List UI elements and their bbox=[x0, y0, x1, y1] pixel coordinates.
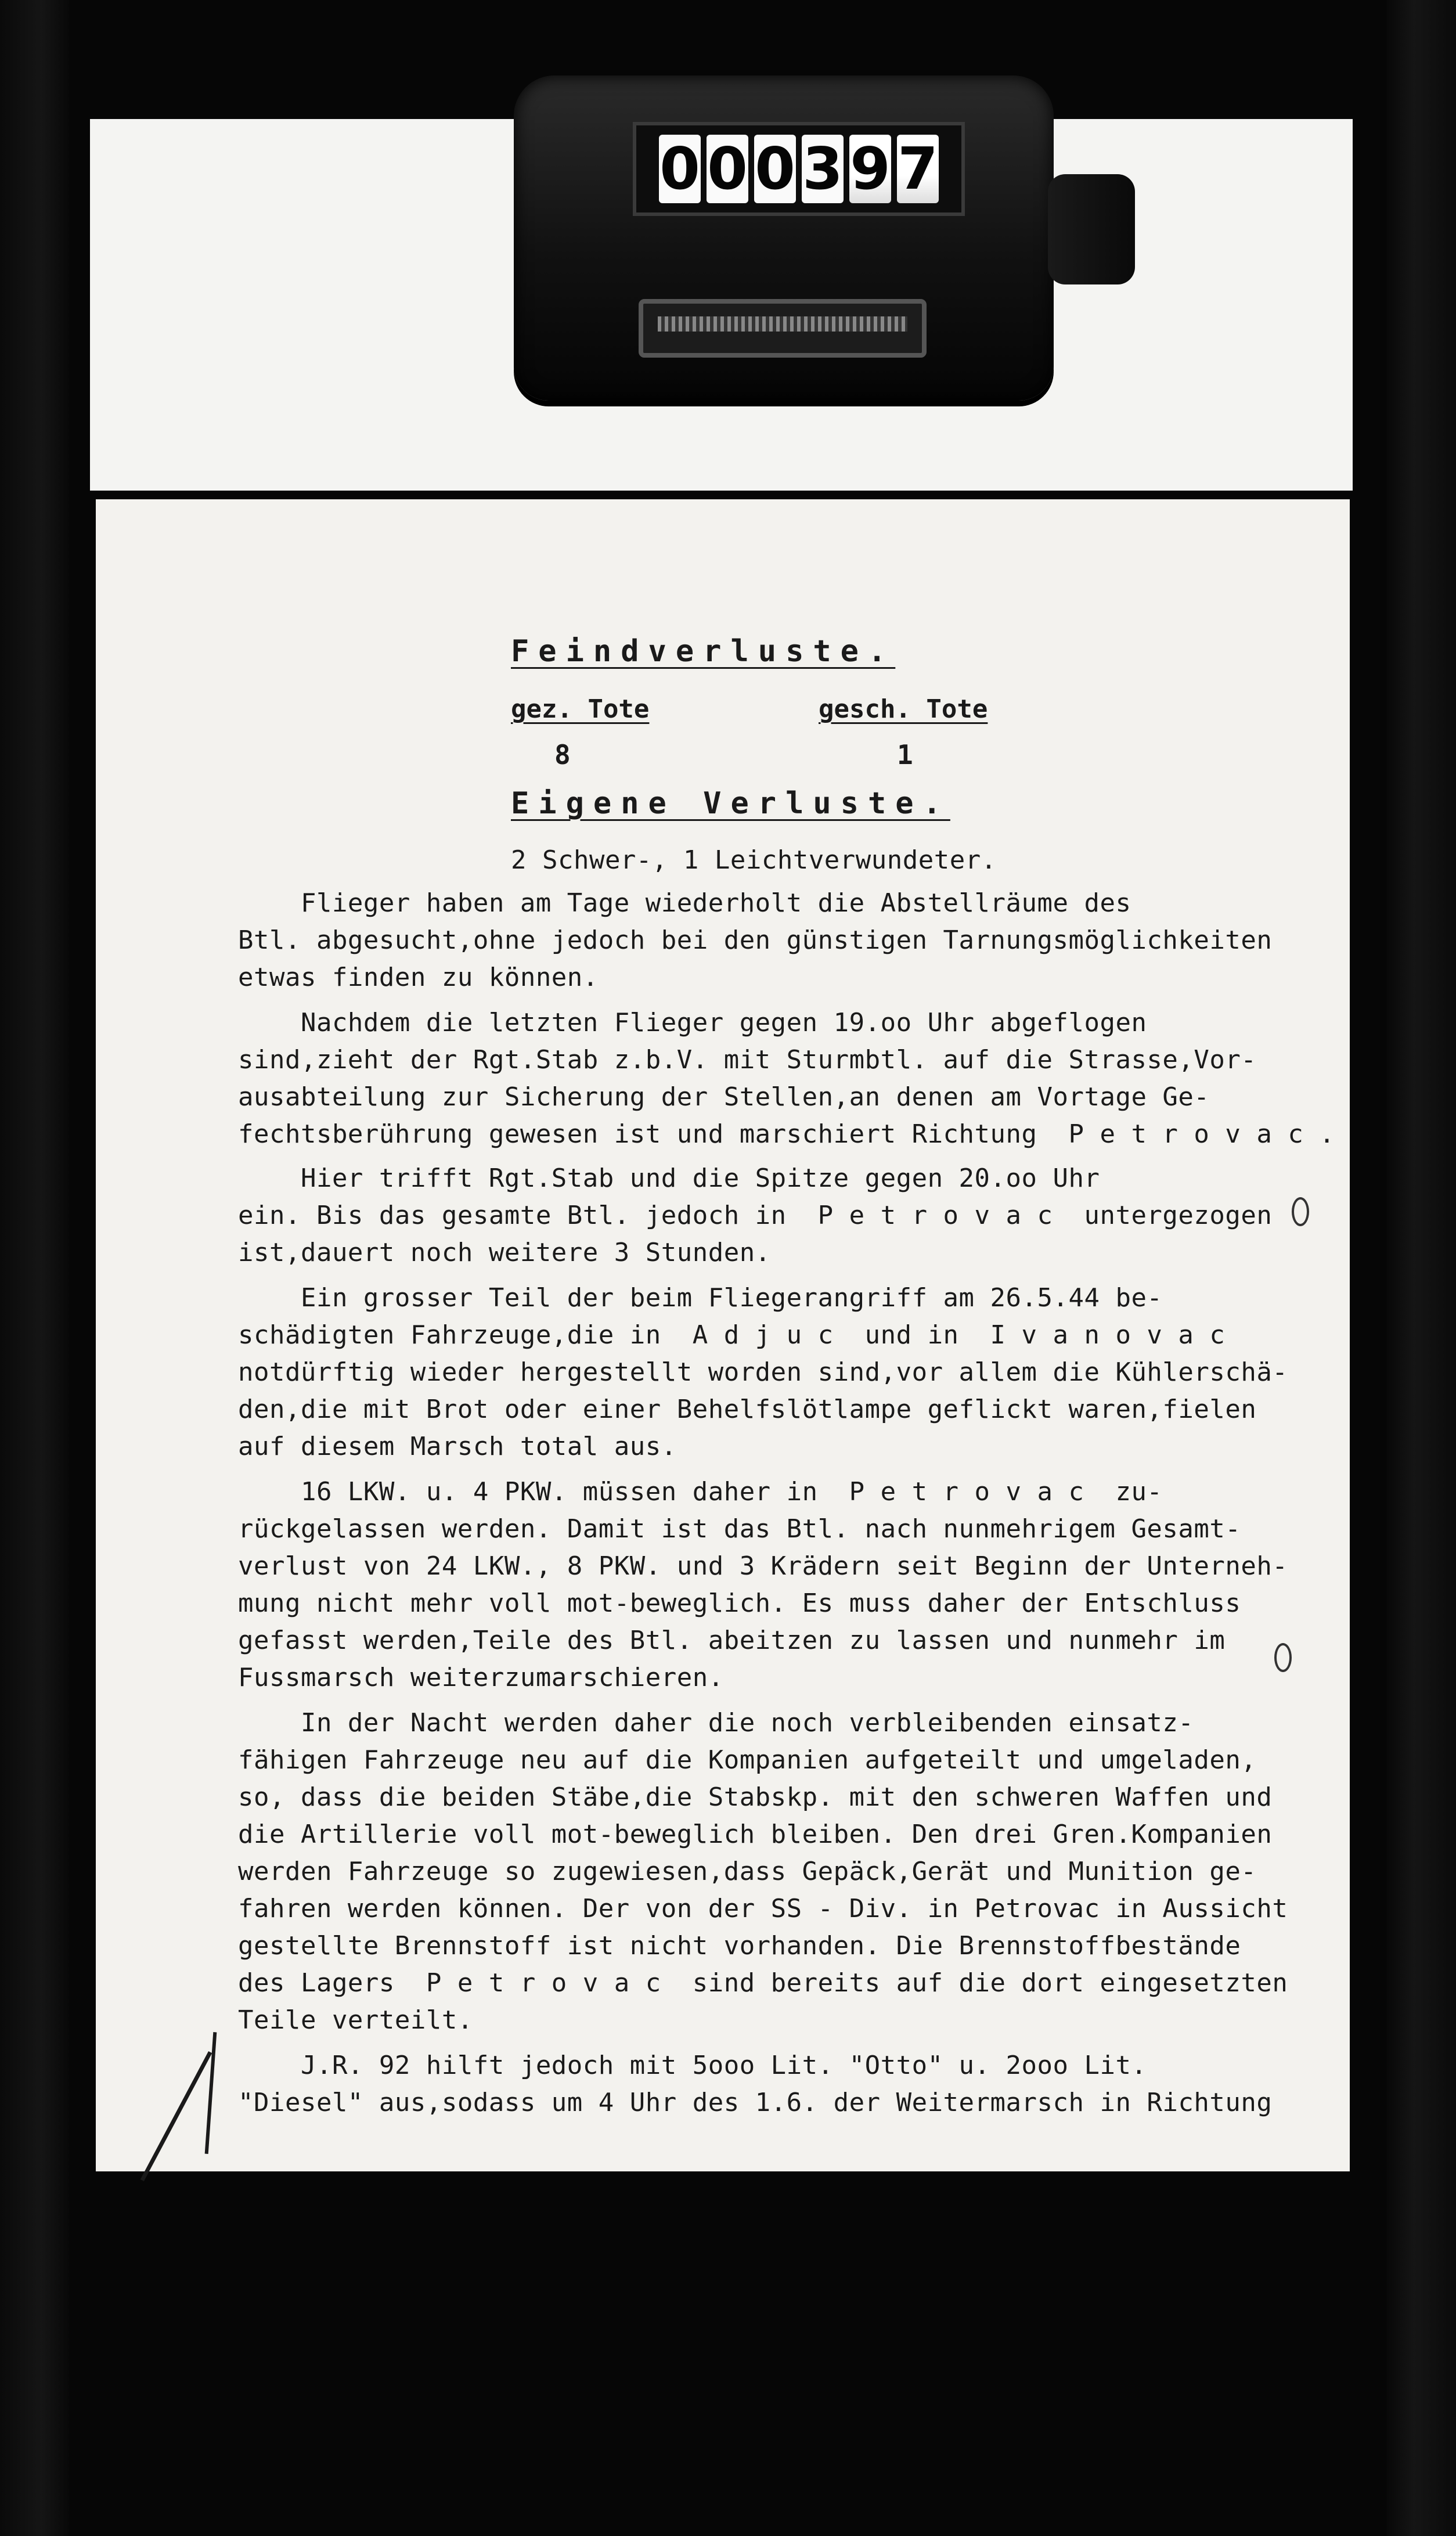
counter-digit: 9 bbox=[850, 135, 891, 203]
text-line: Fussmarsch weiterzumarschieren. bbox=[238, 1663, 724, 1692]
counter-display bbox=[633, 122, 965, 216]
text-line: ausabteilung zur Sicherung der Stellen,an denen am Vortage Ge- bbox=[238, 1082, 1210, 1112]
text-line: Hier trifft Rgt.Stab und die Spitze gegen 20.oo Uhr bbox=[238, 1163, 1100, 1193]
text-line: mung nicht mehr voll mot-beweglich. Es muss daher der Entschluss bbox=[238, 1588, 1241, 1618]
text-line: fahren werden können. Der von der SS - Div. in Petrovac in Aussicht bbox=[238, 1894, 1288, 1923]
film-edge-left bbox=[0, 0, 70, 2536]
text-line: die Artillerie voll mot-beweglich bleiben. Den drei Gren.Kompanien bbox=[238, 1820, 1273, 1849]
text-line: J.R. 92 hilft jedoch mit 5ooo Lit. "Otto" u. 2ooo Lit. bbox=[238, 2051, 1147, 2080]
text-line: etwas finden zu können. bbox=[238, 963, 599, 992]
film-edge-right bbox=[1386, 0, 1456, 2536]
text-line: auf diesem Marsch total aus. bbox=[238, 1432, 677, 1461]
counter-digit: 0 bbox=[707, 135, 748, 203]
text-line: notdürftig wieder hergestellt worden sind,vor allem die Kühlerschä- bbox=[238, 1357, 1288, 1387]
text-line: so, dass die beiden Stäbe,die Stabskp. mit den schweren Waffen und bbox=[238, 1782, 1273, 1812]
text-line: "Diesel" aus,sodass um 4 Uhr des 1.6. der Weitermarsch in Richtung bbox=[238, 2088, 1273, 2117]
pencil-circle-mark bbox=[1292, 1197, 1309, 1226]
counter-digit: 3 bbox=[802, 135, 843, 203]
text-line: 16 LKW. u. 4 PKW. müssen daher in P e t r o v a c zu- bbox=[238, 1477, 1163, 1507]
counter-digit: 7 bbox=[898, 135, 938, 203]
column-estimated-dead: gesch. Tote bbox=[819, 694, 988, 724]
heading-own-losses: Eigene Verluste. bbox=[511, 786, 950, 821]
text-line: sind,zieht der Rgt.Stab z.b.V. mit Sturmbtl. auf die Strasse,Vor- bbox=[238, 1045, 1257, 1075]
text-line: Ein grosser Teil der beim Fliegerangriff am 26.5.44 be- bbox=[238, 1283, 1163, 1313]
text-line: Teile verteilt. bbox=[238, 2005, 473, 2035]
document-sheet bbox=[96, 499, 1350, 2171]
counter-knob bbox=[1048, 174, 1135, 284]
counter-digit: 0 bbox=[755, 135, 795, 203]
text-line: verlust von 24 LKW., 8 PKW. und 3 Krädern seit Beginn der Unterneh- bbox=[238, 1551, 1288, 1581]
value-counted-dead: 8 bbox=[554, 739, 571, 770]
text-line: fähigen Fahrzeuge neu auf die Kompanien aufgeteilt und umgeladen, bbox=[238, 1745, 1257, 1775]
counter-slot bbox=[639, 299, 927, 358]
text-line: des Lagers P e t r o v a c sind bereits auf die dort eingesetzten bbox=[238, 1968, 1288, 1998]
text-line: rückgelassen werden. Damit ist das Btl. nach nunmehrigem Gesamt- bbox=[238, 1514, 1241, 1544]
text-line: ist,dauert noch weitere 3 Stunden. bbox=[238, 1238, 771, 1267]
text-line: gefasst werden,Teile des Btl. abeitzen zu lassen und nunmehr im bbox=[238, 1626, 1226, 1655]
text-line: Flieger haben am Tage wiederholt die Abstellräume des bbox=[238, 888, 1131, 918]
text-line: In der Nacht werden daher die noch verbleibenden einsatz- bbox=[238, 1708, 1194, 1738]
text-line: schädigten Fahrzeuge,die in A d j u c und in I v a n o v a c bbox=[238, 1320, 1226, 1350]
value-estimated-dead: 1 bbox=[897, 739, 913, 770]
text-line: fechtsberührung gewesen ist und marschiert Richtung P e t r o v a c . bbox=[238, 1119, 1335, 1149]
counter-digit: 0 bbox=[659, 135, 700, 203]
pencil-circle-mark bbox=[1274, 1643, 1292, 1672]
column-counted-dead: gez. Tote bbox=[511, 694, 650, 724]
text-line: werden Fahrzeuge so zugewiesen,dass Gepäck,Gerät und Munition ge- bbox=[238, 1857, 1257, 1886]
text-line: gestellte Brennstoff ist nicht vorhanden. Die Brennstoffbestände bbox=[238, 1931, 1241, 1961]
typed-report bbox=[96, 499, 1350, 2171]
text-line: Btl. abgesucht,ohne jedoch bei den günstigen Tarnungsmöglichkeiten bbox=[238, 925, 1273, 955]
text-line: den,die mit Brot oder einer Behelfslötlampe geflickt waren,fielen bbox=[238, 1395, 1257, 1424]
heading-enemy-losses: Feindverluste. bbox=[511, 634, 896, 669]
text-line: Nachdem die letzten Flieger gegen 19.oo Uhr abgeflogen bbox=[238, 1008, 1147, 1038]
text-line: 2 Schwer-, 1 Leichtverwundeter. bbox=[511, 845, 997, 875]
text-line: ein. Bis das gesamte Btl. jedoch in P e t r o v a c untergezogen bbox=[238, 1201, 1273, 1230]
